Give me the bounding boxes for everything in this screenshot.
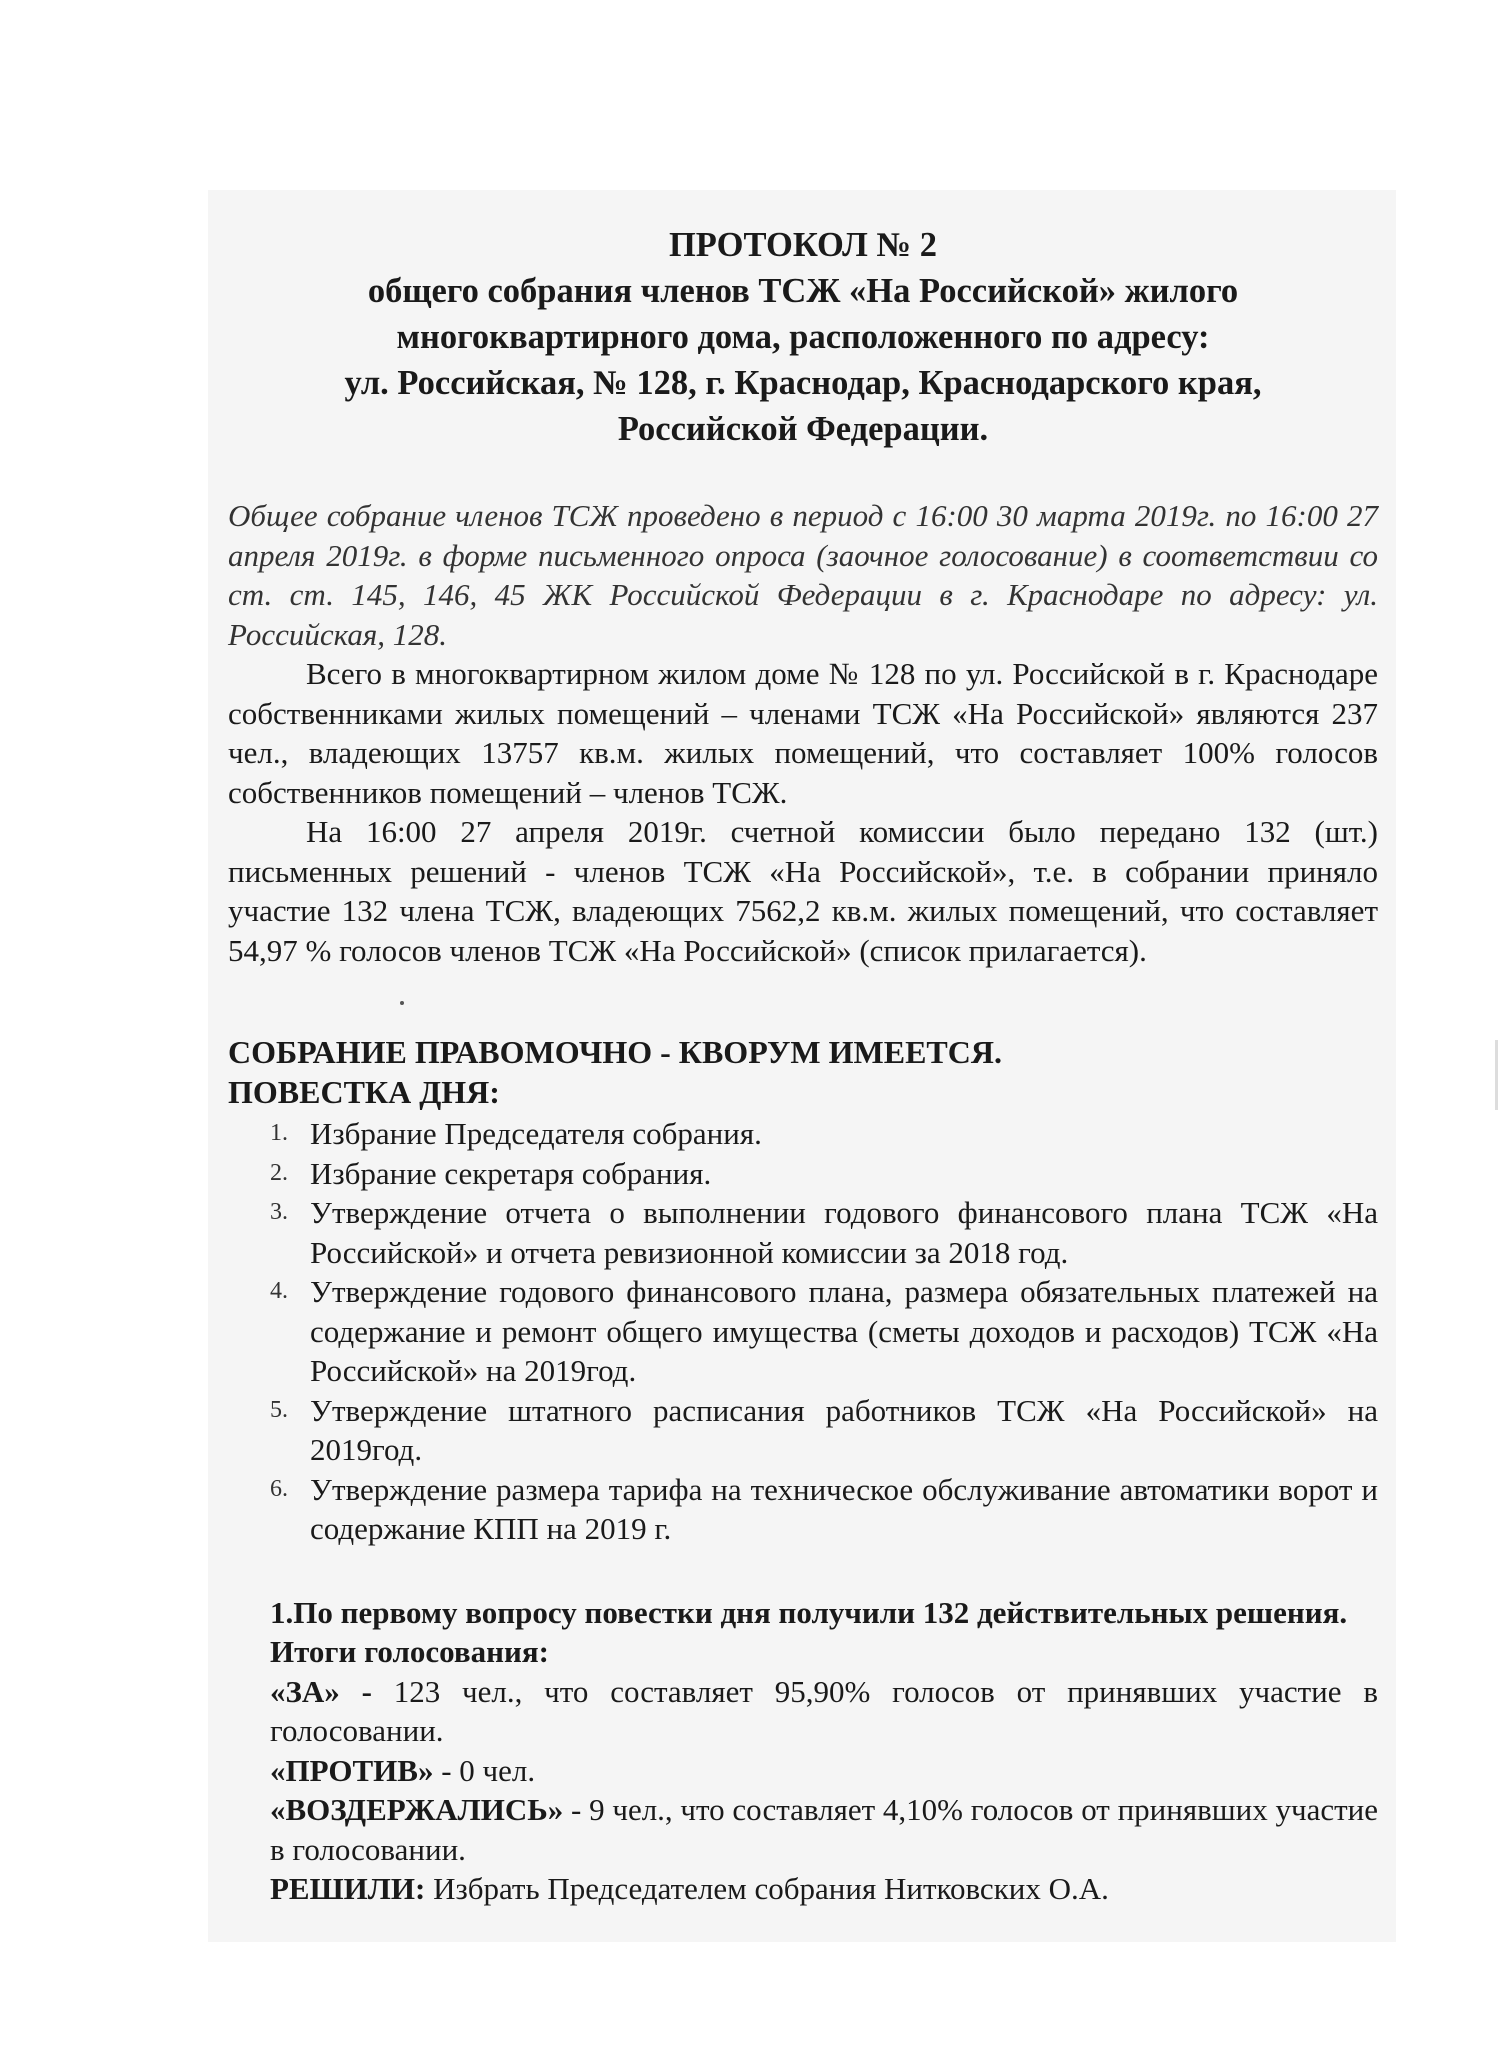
agenda-item [270,1154,1378,1194]
agenda-item-text: Утверждение годового финансового плана, размера обязательных платежей на содержание и ремонт общего имущества (сметы доходов и расходов) ТСЖ «На Российской» на 2019год. [310,1274,1378,1388]
title-line-5: Российской Федерации. [617,410,989,448]
agenda-item-text: Утверждение размера тарифа на техническое обслуживание автоматики ворот и содержание КПП на 2019 г. [310,1471,1378,1546]
agenda-item-number: 6. [270,1475,288,1502]
title-line-2: общего собрания членов ТСЖ «На Российской» жилого [367,272,1239,310]
agenda-item-text: Избрание секретаря собрания. [310,1155,712,1191]
agenda-item-number: 2. [270,1159,288,1186]
agenda-item-number: 5. [270,1396,288,1423]
agenda-item-text: Утверждение отчета о выполнении годового финансового плана ТСЖ «На Российской» и отчета ревизионной комиссии за 2018 год. [310,1195,1378,1270]
title-line-1: ПРОТОКОЛ № 2 [668,226,938,264]
decision-text: Избрать Председателем собрания Нитковских О.А. [425,1871,1109,1906]
agenda-item [270,1114,1378,1154]
vote-against-text: - 0 чел. [433,1752,536,1788]
agenda-item [270,1470,1378,1549]
agenda-item [270,1272,1378,1391]
document-title [228,222,1378,452]
agenda-heading: ПОВЕСТКА ДНЯ: [228,1074,500,1110]
intro-paragraph: Общее собрание членов ТСЖ проведено в период с 16:00 30 марта 2019г. по 16:00 27 апреля 2019г. в форме письменного опроса (заочное голосование) в соответствии со ст. ст. 145, 146, 45 ЖК Российской Федерации в г. Краснодаре по адресу: ул. Российская, 128. [228,498,1378,652]
agenda-item-number: 3. [270,1199,288,1225]
agenda-item [270,1391,1378,1470]
agenda-item-text: Утверждение штатного расписания работников ТСЖ «На Российской» на 2019год. [310,1392,1378,1467]
title-line-4: ул. Российская, № 128, г. Краснодар, Краснодарского края, [344,364,1262,402]
decision-line [270,1869,1378,1909]
agenda-list [228,1114,1378,1549]
agenda-item [270,1193,1378,1272]
question-1-section [228,1593,1378,1909]
paragraph-participation: На 16:00 27 апреля 2019г. счетной комиссии было передано 132 (шт.) письменных решений - членов ТСЖ «На Российской», т.е. в собрании приняло участие 132 члена ТСЖ, владеющих 7562,2 кв.м. жилых помещений, что составляет 54,97 % голосов членов ТСЖ «На Российской» (список прилагается). [228,814,1378,968]
agenda-item-text: Избрание Председателя собрания. [310,1116,762,1151]
title-line-3: многоквартирного дома, расположенного по адресу: [396,318,1210,356]
vote-abstain-text: - 9 чел., что составляет 4,10% голосов от принявших участие в голосовании. [270,1792,1378,1867]
quorum-statement: СОБРАНИЕ ПРАВОМОЧНО - КВОРУМ ИМЕЕТСЯ. [228,1034,1002,1070]
vote-abstain-label: «ВОЗДЕРЖАЛИСЬ» [270,1792,564,1827]
vote-for-text: 123 чел., что составляет 95,90% голосов от принявших участие в голосовании. [270,1673,1378,1748]
agenda-item-number: 1. [270,1120,288,1146]
vote-against-line [270,1751,1378,1791]
scan-edge-mark [1495,1040,1498,1110]
vote-for-line [270,1672,1378,1751]
voting-results-heading: Итоги голосования: [270,1634,549,1669]
agenda-item-number: 4. [270,1278,288,1304]
document-page [228,222,1378,1909]
vote-against-label: «ПРОТИВ» [270,1752,434,1788]
paragraph-owners: Всего в многоквартирном жилом доме № 128 по ул. Российской в г. Краснодаре собственниками жилых помещений – членами ТСЖ «На Российской» являются 237 чел., владеющих 13757 кв.м. жилых помещений, что составляет 100% голосов собственников помещений – членов ТСЖ. [228,656,1378,810]
vote-for-label: «ЗА» - [270,1673,372,1709]
decision-label: РЕШИЛИ: [270,1871,426,1906]
vote-abstain-line [270,1790,1378,1869]
question-1-heading: 1.По первому вопросу повестки дня получили 132 действительных решения. [270,1594,1348,1630]
